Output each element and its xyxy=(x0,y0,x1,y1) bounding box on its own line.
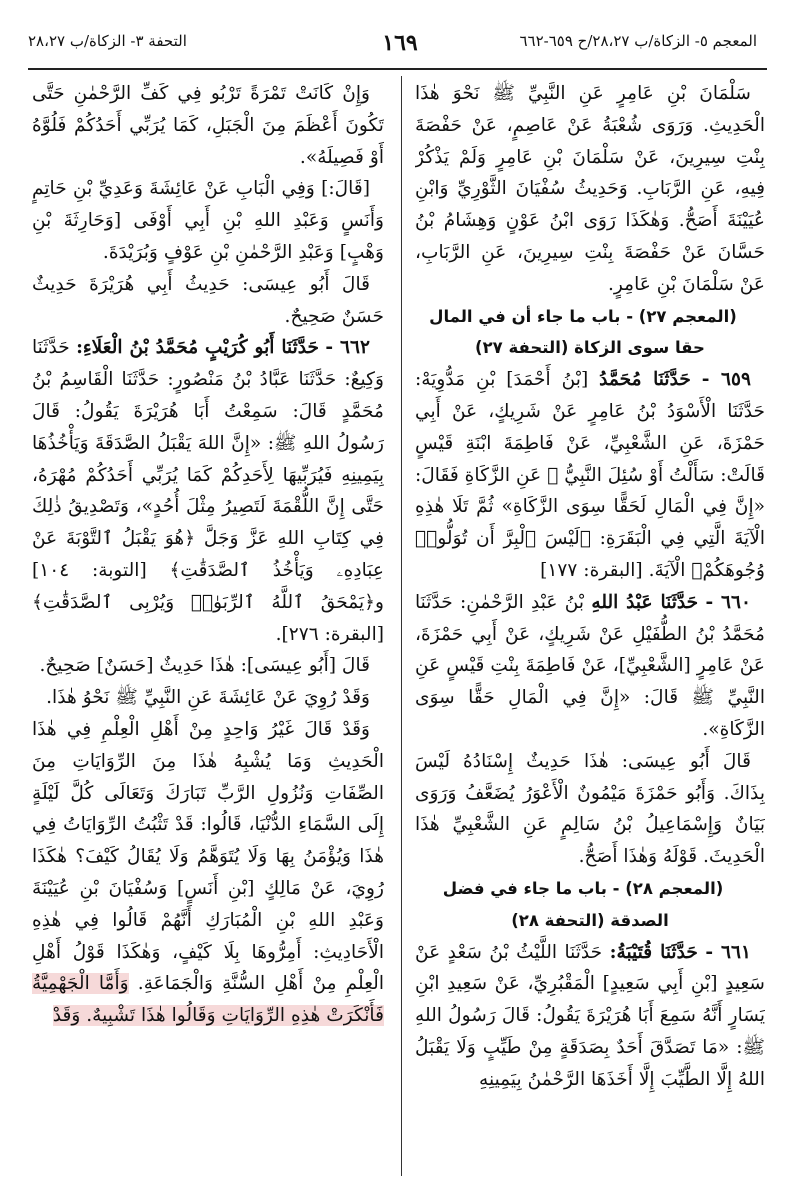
hadith-paragraph xyxy=(415,587,765,746)
text-paragraph xyxy=(32,650,384,682)
paragraph-text: [قَالَ:] وَفِي الْبَابِ عَنْ عَائِشَةَ وَعَدِيِّ بْنِ حَاتِمٍ وَأَنَسٍ وَعَبْدِ اللهِ بْنِ أَبِي أَوْفَى [وَحَارِثَةَ بْنِ وَهْبٍ] وَعَبْدِ الرَّحْمٰنِ بْنِ عَوْفٍ وَبُرَيْدَةَ. xyxy=(32,178,384,263)
hadith-paragraph xyxy=(32,332,384,650)
paragraph-text: قَالَ أَبُو عِيسَى: هٰذَا حَدِيثٌ إِسْنَادُهُ لَيْسَ بِذَاكَ. وَأَبُو حَمْزَةَ مَيْمُونٌ الْأَعْوَرُ يُضَعَّفُ وَرَوَى بَيَانٌ وَإِسْمَاعِيلُ بْنُ سَالِمٍ عَنِ الشَّعْبِيِّ هٰذَا الْحَدِيثَ. قَوْلَهُ وَهٰذَا أَصَحُّ. xyxy=(415,750,765,868)
hadith-number: ٦٦٠ - xyxy=(705,591,751,613)
page-number: ١٦٩ xyxy=(382,30,418,56)
paragraph-text: سَلْمَانَ بْنِ عَامِرٍ عَنِ النَّبِيِّ ﷺ نَحْوَ هٰذَا الْحَدِيثِ. وَرَوَى شُعْبَةُ عَنْ عَاصِمٍ، عَنْ حَفْصَةَ بِنْتِ سِيرِينَ، عَنْ سَلْمَانَ بْنِ عَامِرٍ وَلَمْ يَذْكُرْ فِيهِ، عَنِ الرَّبَابِ. وَحَدِيثُ سُفْيَانَ الثَّوْرِيِّ وَابْنِ عُيَيْنَةَ أَصَحُّ. وَهٰكَذَا رَوَى ابْنُ عَوْنٍ وَهِشَامُ بْنُ حَسَّانَ عَنْ حَفْصَةَ بِنْتِ سِيرِينَ، عَنِ الرَّبَابِ، عَنْ سَلْمَانَ بْنِ عَامِرٍ. xyxy=(415,83,765,295)
paragraph-text: قَالَ [أَبُو عِيسَى]: هٰذَا حَدِيثٌ [حَسَنٌ] صَحِيحٌ. xyxy=(39,655,370,677)
text-paragraph xyxy=(32,714,384,1032)
paragraph-text: وَإِنْ كَانَتْ تَمْرَةً تَرْبُو فِي كَفِّ الرَّحْمٰنِ حَتَّى تَكُونَ أَعْظَمَ مِنَ الْجَبَلِ، كَمَا يُرَبِّي أَحَدُكُمْ فَلُوَّهُ أَوْ فَصِيلَهُ». xyxy=(32,83,384,168)
text-paragraph xyxy=(415,78,765,301)
hadith-paragraph xyxy=(415,364,765,587)
paragraph-text: وَقَدْ قَالَ غَيْرُ وَاحِدٍ مِنْ أَهْلِ الْعِلْمِ فِي هٰذَا الْحَدِيثِ وَمَا يُشْبِهُ هٰذَا مِنَ الرِّوَايَاتِ مِنَ الصِّفَاتِ وَنُزُولِ الرَّبِّ تَبَارَكَ وَتَعَالَى كُلَّ لَيْلَةٍ إِلَى السَّمَاءِ الدُّنْيَا، قَالُوا: قَدْ تَثْبُتُ الرِّوَايَاتُ فِي هٰذَا وَيُؤْمَنُ بِهَا وَلَا يُتَوَهَّمُ وَلَا يُقَالُ كَيْفَ؟ هٰكَذَا رُوِيَ، عَنْ مَالِكٍ [بْنِ أَنَسٍ] وَسُفْيَانَ بْنِ عُيَيْنَةَ وَعَبْدِ اللهِ بْنِ الْمُبَارَكِ أَنَّهُمْ قَالُوا فِي هٰذِهِ الْأَحَادِيثِ: أَمِرُّوهَا بِلَا كَيْفٍ، وَهٰكَذَا قَوْلُ أَهْلِ الْعِلْمِ مِنْ أَهْلِ السُّنَّةِ وَالْجَمَاعَةِ. xyxy=(32,718,384,995)
left-column xyxy=(32,78,384,1168)
hadith-text: بْنُ عَبْدِ الرَّحْمٰنِ: حَدَّثَنَا مُحَمَّدُ بْنُ الطُّفَيْلِ عَنْ شَرِيكٍ، عَنْ أَبِي حَمْزَةَ، عَنْ عَامِرٍ [الشَّعْبِيِّ]، عَنْ فَاطِمَةَ بِنْتِ قَيْسٍ عَنِ النَّبِيِّ ﷺ قَالَ: «إِنَّ فِي الْمَالِ حَقًّا سِوَى الزَّكَاةِ». xyxy=(415,591,765,740)
hadith-text: حَدَّثَنَا اللَّيْثُ بْنُ سَعْدٍ عَنْ سَعِيدٍ [بْنِ أَبِي سَعِيدٍ] الْمَقْبُرِيِّ، عَنْ سَعِيدِ ابْنِ يَسَارٍ أَنَّهُ سَمِعَ أَبَا هُرَيْرَةَ يَقُولُ: قَالَ رَسُولُ اللهِ ﷺ: «مَا تَصَدَّقَ أَحَدٌ بِصَدَقَةٍ مِنْ طَيِّبٍ وَلَا يَقْبَلُ اللهُ إِلَّا الطَّيِّبَ إِلَّا أَخَذَهَا الرَّحْمٰنُ بِيَمِينِهِ xyxy=(415,941,765,1090)
running-header-left: التحفة ٣- الزكاة/ب ٢٨،٢٧ xyxy=(28,32,187,50)
hadith-number: ٦٥٩ - xyxy=(701,369,751,391)
paragraph-text: وَقَدْ رُوِيَ عَنْ عَائِشَةَ عَنِ النَّبِيِّ ﷺ نَحْوُ هٰذَا. xyxy=(46,687,370,709)
column-divider xyxy=(401,76,402,1176)
hadith-number: ٦٦١ - xyxy=(705,941,751,963)
text-paragraph xyxy=(32,173,384,268)
chapter-heading: (المعجم ٢٨) - باب ما جاء في فضل الصدقة (التحفة ٢٨) xyxy=(442,878,724,930)
hadith-isnad-lead: حَدَّثَنَا عَبْدُ اللهِ xyxy=(591,591,699,613)
text-paragraph xyxy=(32,78,384,173)
hadith-text: [بْنُ أَحْمَدَ] بْنِ مَدُّوِيَهْ: حَدَّثَنَا الْأَسْوَدُ بْنُ عَامِرٍ عَنْ شَرِيكٍ، عَنْ أَبِي حَمْزَةَ، عَنِ الشَّعْبِيِّ، عَنْ فَاطِمَةَ ابْنَةِ قَيْسٍ قَالَتْ: سَأَلْتُ أَوْ سُئِلَ النَّبِيُّ ﷺ عَنِ الزَّكَاةِ فَقَالَ: «إِنَّ فِي الْمَالِ لَحَقًّا سِوَى الزَّكَاةِ» ثُمَّ تَلَا هٰذِهِ الْآيَةَ الَّتِي فِي الْبَقَرَةِ: ﴿لَيْسَ ٱلْبِرَّ أَن تُوَلُّوا۟ وُجُوهَكُمْ﴾ الْآيَةَ. [البقرة: ١٧٧] xyxy=(415,369,765,581)
hadith-isnad-lead: حَدَّثَنَا قُتَيْبَةُ: xyxy=(609,941,698,963)
text-paragraph xyxy=(32,682,384,714)
right-column xyxy=(415,78,765,1168)
highlighted-passage: وَأَمَّا الْجَهْمِيَّةُ فَأَنْكَرَتْ هٰذِهِ الرِّوَايَاتِ وَقَالُوا هٰذَا تَشْبِيهٌ. وَقَدْ xyxy=(32,973,384,1027)
hadith-number: ٦٦٢ - xyxy=(325,337,370,359)
hadith-isnad-lead: حَدَّثَنَا مُحَمَّدُ xyxy=(599,369,691,391)
hadith-isnad-lead: حَدَّثَنَا أَبُو كُرَيْبٍ مُحَمَّدُ بْنُ الْعَلَاءِ: xyxy=(76,337,320,359)
header-rule xyxy=(28,68,767,70)
text-paragraph xyxy=(415,746,765,873)
chapter-heading: (المعجم ٢٧) - باب ما جاء أن في المال حقا سوى الزكاة (التحفة ٢٧) xyxy=(429,306,737,358)
text-paragraph xyxy=(32,269,384,333)
hadith-text: حَدَّثَنَا وَكِيعٌ: حَدَّثَنَا عَبَّادُ بْنُ مَنْصُورٍ: حَدَّثَنَا الْقَاسِمُ بْنُ مُحَمَّدٍ قَالَ: سَمِعْتُ أَبَا هُرَيْرَةَ يَقُولُ: قَالَ رَسُولُ اللهِ ﷺ: «إِنَّ اللهَ يَقْبَلُ الصَّدَقَةَ وَيَأْخُذُهَا بِيَمِينِهِ فَيُرَبِّيهَا لِأَحَدِكُمْ كَمَا يُرَبِّي أَحَدُكُمْ مُهْرَهُ، حَتَّى إِنَّ اللُّقْمَةَ لَتَصِيرُ مِثْلَ أُحُدٍ»، وَتَصْدِيقُ ذٰلِكَ فِي كِتَابِ اللهِ عَزَّ وَجَلَّ ﴿هُوَ يَقْبَلُ ٱلتَّوْبَةَ عَنْ عِبَادِهِۦ وَيَأْخُذُ ٱلصَّدَقَٰتِ﴾ [التوبة: ١٠٤] و﴿يَمْحَقُ ٱللَّهُ ٱلرِّبَوٰا۟ وَيُرْبِى ٱلصَّدَقَٰتِ﴾ [البقرة: ٢٧٦]. xyxy=(32,337,384,645)
paragraph-text: قَالَ أَبُو عِيسَى: حَدِيثُ أَبِي هُرَيْرَةَ حَدِيثٌ حَسَنٌ صَحِيحٌ. xyxy=(32,273,384,327)
running-header-right: المعجم ٥- الزكاة/ب ٢٨،٢٧/ح ٦٥٩-٦٦٢ xyxy=(519,32,757,50)
hadith-paragraph xyxy=(415,937,765,1096)
